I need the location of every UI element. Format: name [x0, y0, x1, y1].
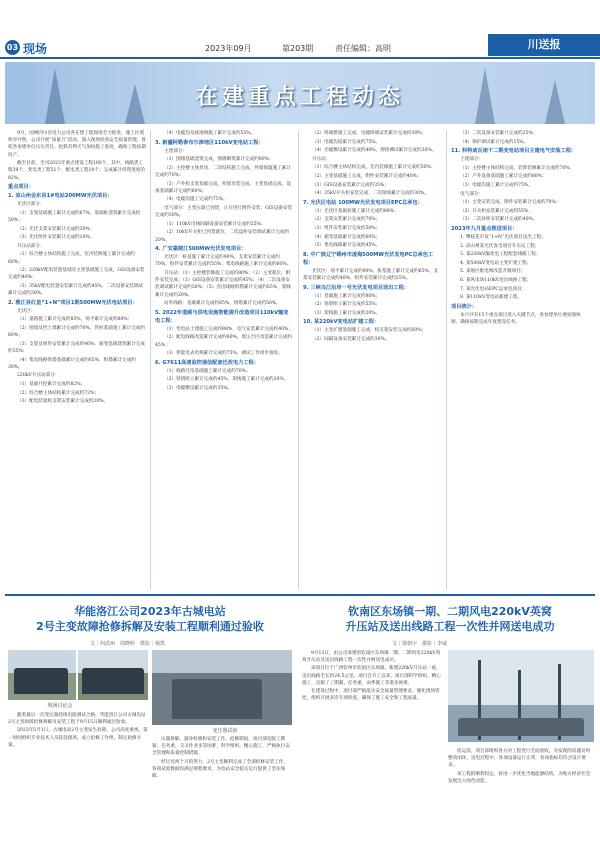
paragraph: 截至目前，全司2023年重点建设工程100个，其中，线路类工程39个、变电类工程51个、配电类工程10个。完成累计投资进度的82%。 — [8, 161, 145, 181]
photo-caption: 现场讨论会 — [47, 703, 73, 709]
paragraph: 4. 某500kV变电站主变扩建工程； — [460, 260, 532, 266]
paragraph: （1）主变扩建基础施工完成，构支架安装完成约60%； — [312, 328, 427, 334]
paragraph: （3）光伏组件安装累计完成约10%。 — [17, 235, 95, 241]
paragraph: （1）主控楼主体结构完成，装饰装修累计完成约70%； — [460, 165, 575, 171]
item-heading: 8. 中广核辽宁锦州市凌海500MW光伏发电PC总承包工程： — [303, 251, 434, 266]
item-heading: 3. 新疆阿勒泰布尔津地区110kV变电站工程： — [155, 139, 264, 146]
paragraph: 220kV升压站部分： — [17, 373, 60, 379]
paragraph: 主建部分： — [164, 148, 187, 154]
item-heading: 1. 凉山州会东县1#电站200MW光伏项目： — [8, 193, 113, 200]
editor-credit: 责任编辑：高明 — [335, 44, 391, 53]
photo-transformer — [152, 650, 292, 725]
text-column-4 — [451, 130, 589, 590]
title-line: 2号主变故障抢修拆解及安装工程顺利通过验收 — [36, 620, 264, 633]
paragraph: 光伏区部分： — [17, 202, 45, 208]
paragraph: （3）35kV配电装置安装累计完成约45%，二次设备安装调试累计完成约30%。 — [8, 283, 144, 297]
people-group — [82, 668, 144, 694]
paragraph: （2）户外设备基础施工累计完成约80%； — [460, 174, 547, 180]
paragraph: 升压站部分： — [17, 243, 45, 249]
banner-title: 在建重点工程动态 — [195, 85, 404, 110]
paragraph: 本月共有15个重点项目进入关键节点，各参建单位要加强协调，确保按期完成年度建设任务。 — [451, 312, 581, 325]
paragraph: （3）智能电表更换累计完成约75%，调试工作同步推进。 — [164, 351, 283, 357]
column-rule — [150, 130, 151, 590]
paragraph: 7. 某光伏电站EPC总承包项目； — [460, 286, 527, 292]
paragraph: 光伏区：场平累计完成约90%，桩基施工累计完成约65%，支架安装累计完成约40%，组件安装累计完成约25%。 — [303, 268, 439, 281]
issue-number: 第203期 — [282, 44, 314, 53]
page-number: 03 — [5, 40, 20, 55]
paragraph: 升压站： — [312, 156, 331, 162]
paragraph: （3）电缆敷设累计完成约35%。 — [164, 385, 233, 391]
paragraph: 该项目位于广西钦州市钦南区东场镇，新建220kV升压站一座，送出线路全长约24.5公里。项目自开工以来，项目部科学组织、精心施工，克服了工期紧、任务重、雨季施工等诸多困难。 — [302, 666, 441, 686]
paragraph: 该工程的顺利投运，将进一步优化当地能源结构，为地方经济社会发展注入绿色动能。 — [448, 771, 591, 784]
title-line: 钦南区东场镇一期、二期风电220kV英窝 — [348, 605, 552, 618]
masthead-logo: 川送报 — [488, 34, 600, 56]
paragraph: （3）电缆沟道累计完成约75%。 — [312, 139, 381, 145]
item-heading: 2. 雅江县红星“1+N”项目1期500MW光伏电站项目： — [8, 299, 138, 306]
article-title-right — [305, 604, 595, 634]
paragraph: （2）间隔设备安装累计完成约30%。 — [312, 336, 390, 342]
article-title-left — [5, 604, 295, 634]
section-title: 现场 — [23, 42, 48, 56]
paragraph: （1）主变安装完成，附件安装累计完成约70%； — [460, 200, 561, 206]
equipment-row — [458, 718, 584, 736]
item-heading: 项目统计： — [451, 303, 477, 310]
photo-meeting — [8, 650, 76, 700]
paragraph: （1）综合楼主体结构完成，室内装修施工累计完成约50%； — [312, 165, 436, 171]
paragraph: （2）围墙及挡土墙累计完成约70%，管桩基础施工累计完成约60%； — [8, 325, 145, 339]
paragraph: （1）110kV出线间隔设备安装累计完成约25%； — [164, 221, 266, 227]
article-body-left-cont — [152, 736, 292, 852]
issue-date: 2023年09月 — [205, 44, 252, 53]
paragraph: 1. 攀枝花市某“1+N”光伏项目送出工程； — [460, 234, 546, 240]
paragraph: （1）综合楼主体结构施工完成，室内装修施工累计完成约60%； — [8, 252, 135, 265]
paragraph: （2）10kV开关柜已到货就位，二次盘柜安装调试累计完成约20%。 — [155, 230, 290, 243]
paragraph: （1）线路迁改基础施工累计完成约70%； — [164, 368, 251, 374]
people-group — [14, 668, 68, 694]
paragraph: 2. 凉山州某光伏发电项目升压站工程； — [460, 243, 540, 249]
paragraph: 9月13日，由公司承建的钦南区东场镇一期、二期风电220kV英窝升压站及送出线路工程一次性并网送电成功。 — [302, 651, 441, 664]
paragraph: （1）基础开挖累计完成约82%； — [17, 381, 86, 387]
paragraph: 光伏区：桩基施工累计完成约90%，支架安装累计完成约70%，组件安装累计完成约55%；集电线路施工累计完成约60%。 — [155, 255, 292, 268]
paragraph: （4）箱变基础累计完成约60%； — [312, 234, 381, 240]
paragraph: （2）光伏支架安装累计完成约30%； — [17, 226, 95, 232]
item-heading: 5. 2022年道路与供电设施智能提升改造项目110kV输变电工程： — [155, 309, 289, 324]
paragraph: （1）基础施工累计完成约80%； — [312, 293, 381, 299]
photo-caption: 变压器试验 — [212, 728, 238, 734]
paragraph: （1）道路施工累计完成约85%，场平累计完成约80%； — [17, 317, 133, 323]
paragraph: （2）终端塔施工完成，电缆终端安装累计完成约30%； — [312, 131, 427, 136]
paragraph: 光伏区： — [17, 308, 36, 314]
paragraph: （2）综合楼主体结构累计完成约72%； — [17, 390, 100, 396]
paragraph: （1）变电站土建施工完成约88%，电气安装累计完成约40%； — [164, 326, 293, 332]
photo-substation — [448, 650, 594, 742]
item-heading: 11. 科特迪瓦南干二期变电站项目主建电气安装工程： — [451, 148, 577, 155]
paragraph: （4）电缆沟施工完成约75%。 — [164, 197, 228, 203]
item-heading: 10. 某220kV变电站扩建工程： — [303, 319, 379, 326]
paragraph: 升压站：（1）主控楼装修施工完成约80%；（2）主变就位，附件安装完成；（3）GIS设备安装累计完成约45%；（4）二次设备安装调试累计完成约30%；（5）送出线路组塔累计完成约65%，架线累计完成约20%。 — [155, 270, 291, 298]
paragraph: （3）支架及组件安装累计完成约40%，箱变基础浇筑累计完成约35%； — [8, 341, 145, 354]
paragraph: （2）支架安装累计完成约70%； — [312, 217, 381, 223]
paragraph: 投运前，项目部组织各方对工程进行全面验收，对发现的问题及时整改闭环。送电过程中，各项设备运行正常，各项指标均符合设计要求。 — [448, 749, 591, 769]
paragraph: （2）铁塔组立累计完成约55%； — [312, 302, 381, 308]
article-byline: 文｜何武州 周晓婷 摄影｜杨凯 — [90, 641, 166, 647]
feature-banner — [5, 62, 595, 124]
paragraph: 土建部分： — [460, 157, 483, 163]
paragraph: （4）35kV开关柜安装完成，二次接线累计完成约30%。 — [312, 191, 429, 197]
item-heading: 4. 广安嘉陵江500MW光伏发电项目： — [155, 246, 247, 253]
photo-group — [78, 650, 148, 700]
paragraph: 在建设过程中，项目部严格落实安全质量管理要求，强化现场管控，组织开展多次专项检查，确保了施工安全和工程质量。 — [302, 689, 440, 702]
page-header — [0, 0, 600, 58]
article-body-left — [8, 712, 148, 852]
paragraph: （3）二次屏柜安装累计完成约40%。 — [460, 217, 538, 223]
item-heading: 7. 光伏区电站 100MW光伏发电项目EPC总承包： — [303, 199, 423, 206]
paragraph: （3）户外构支架基础完成，构架吊装完成，主变基础完成，设备基础累计完成约60%； — [155, 181, 291, 194]
paragraph: （4）保护调试累计完成约15%。 — [460, 139, 529, 145]
paragraph: （2）配电线路改造累计完成约60%，低压台区改造累计完成约45%； — [155, 335, 292, 348]
paragraph: 电气部分： — [460, 191, 483, 197]
paragraph: （3）组件安装累计完成约50%； — [312, 225, 381, 231]
paragraph: 9月，国网四川省电力公司各在建工程现场全力推进，施工区域秩序井然。公司开展“质量月”活动，深入现场检查安全质量管理，督促各参建单位压实责任，抢抓有利天气加快施工进度，确保工程按期投产。 — [8, 131, 146, 158]
paragraph: （3）架线施工累计完成约20%。 — [312, 310, 381, 316]
paragraph: （3）二次设备安装累计完成约25%； — [460, 131, 538, 136]
paragraph: 电气部分：主变压器已到货，正在进行附件安装；GIS设备安装完成约30%。 — [155, 205, 293, 219]
paragraph: 5. 某地区配电网改造升级项目； — [460, 269, 526, 275]
column-rule — [446, 130, 447, 590]
paragraph: 压器拆解、器身检修和安装工作。抢修期间，项目部克服工期紧、任务重、交叉作业多等困难，科学组织，精心施工，严格执行安全管理和质量控制措施。 — [152, 737, 290, 757]
paragraph: （2）220kV配电装置基础及主变基础施工完成，GIS设备安装完成约40%； — [8, 268, 145, 281]
text-column-2 — [155, 130, 293, 590]
header-rule — [0, 57, 600, 59]
paragraph: 3. 某220kV输变电工程配套线路工程； — [460, 252, 541, 258]
title-line: 升压站及送出线路工程一次性并网送电成功 — [345, 620, 555, 633]
paragraph: （4）电缆沟及接地网施工累计完成约55%。 — [164, 131, 256, 136]
paragraph: （2）开关柜安装累计完成约55%； — [460, 208, 533, 214]
section-divider — [5, 594, 595, 596]
paragraph: （2）铁塔组立累计完成约45%，架线施工累计完成约20%； — [164, 377, 289, 383]
paragraph: 经过近两个月的努力，2号主变顺利完成了全部检修安装工作，各项试验数据均满足规程要求，为电站安全稳定运行提供了坚实保障。 — [152, 759, 288, 780]
paragraph: 6. 某风电场110kV送出线路工程； — [460, 277, 532, 283]
article-body-right-cont — [448, 748, 594, 852]
text-column-1 — [8, 130, 146, 590]
item-heading: 重点项目： — [8, 184, 34, 191]
text-column-3 — [303, 130, 441, 590]
paragraph: （3）电缆沟施工累计完成约75%。 — [460, 182, 533, 188]
paragraph: （1）支架基础施工累计完成约67%，基础桩浇筑累计完成约50%； — [8, 210, 141, 223]
photo-background — [152, 650, 292, 673]
paragraph: （2）主变基础施工完成，附件安装累计完成约40%； — [312, 173, 422, 179]
article-body-right — [302, 650, 442, 852]
transformer-unit — [172, 679, 262, 719]
paragraph: 2023年5月1日，古城电站2号主变发生故障，公司高度重视，第一时间组织专业技术人员赶赴现场，成立抢修工作组，制定抢修方案。 — [8, 728, 148, 748]
paragraph: （1）光伏区基础桩施工累计完成约88%； — [312, 208, 399, 214]
column-rule — [298, 130, 299, 590]
paragraph: （4）光缆敷设累计完成约40%，熔接测试累计完成约20%。 — [312, 148, 437, 154]
item-heading: 2023年九月重点推进项目： — [451, 225, 518, 232]
paragraph: 8. 某110kV变电站新建工程。 — [460, 295, 523, 301]
article-byline: 文｜梁朝宇 摄影｜李威 — [392, 641, 448, 647]
paragraph: （2）主控楼主体封顶，二次结构施工完成，外墙保温施工累计完成约70%； — [155, 165, 291, 178]
paragraph: （1）围墙基础浇筑完成，围墙砌筑累计完成约90%； — [164, 157, 274, 163]
paragraph: （5）集电线路累计完成约45%。 — [312, 243, 381, 249]
photo-background — [448, 650, 594, 705]
paragraph: 随着最后一次变压器绕组电阻测试合格，华能洛江公司古城电站2号主变故障抢修拆解及安装工程于9月15日顺利通过验收。 — [8, 713, 146, 726]
title-line: 华能洛江公司2023年古城电站 — [74, 605, 226, 618]
paragraph: （3）GIS设备安装累计完成约35%； — [312, 182, 389, 188]
paragraph: （3）配电装置构支架安装累计完成约20%。 — [17, 399, 109, 405]
paragraph: 站外线路：基础累计完成约85%，组塔累计完成约50%。 — [164, 301, 281, 307]
item-heading: 6. G7611高速监控通信配套迁改电力工程： — [155, 359, 259, 366]
paragraph: （4）集电线路铁塔基础累计完成约65%，组塔累计完成约30%。 — [8, 357, 136, 370]
item-heading: 9. 三峡乌江沿岸一号光伏发电项目送出工程： — [303, 284, 409, 291]
